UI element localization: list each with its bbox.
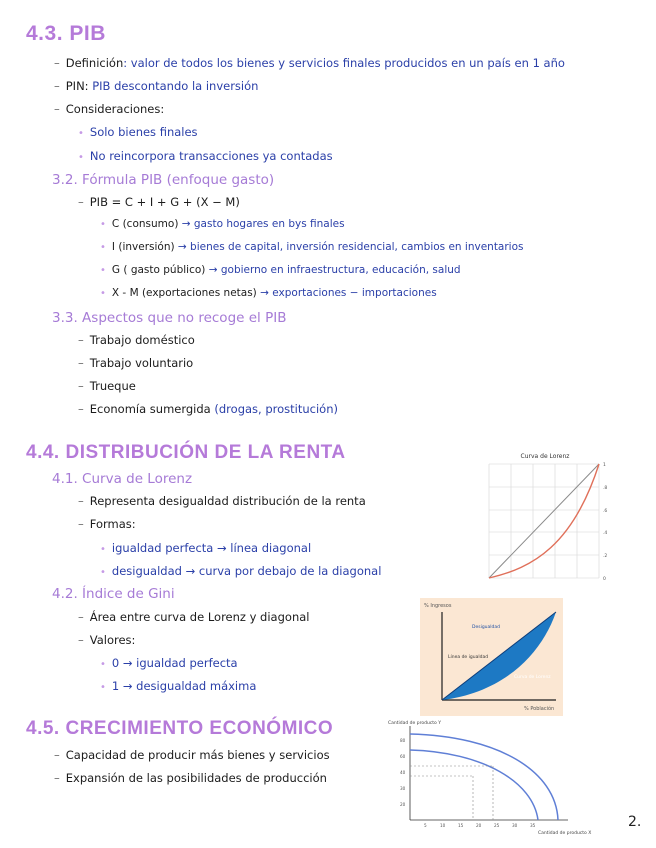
gini-label-curva: Curva de Lorenz bbox=[514, 675, 551, 680]
ppf-y-label: Cantidad de producto Y bbox=[388, 721, 441, 726]
svg-text:.8: .8 bbox=[603, 486, 608, 491]
lorenz-form: • igualdad perfecta → línea diagonal bbox=[100, 541, 312, 555]
section-title-growth: 4.5. CRECIMIENTO ECONÓMICO bbox=[26, 718, 334, 739]
svg-text:0: 0 bbox=[603, 577, 606, 582]
svg-text:30: 30 bbox=[400, 786, 406, 791]
svg-text:.4: .4 bbox=[603, 531, 608, 536]
formula-line: – PIB = C + I + G + (X − M) bbox=[78, 195, 240, 209]
svg-text:40: 40 bbox=[400, 770, 406, 775]
formula-item: • X - M (exportaciones netas) → exportaciones − importaciones bbox=[100, 287, 437, 299]
formula-item: • C (consumo) → gasto hogares en bys finales bbox=[100, 218, 345, 230]
svg-text:1: 1 bbox=[603, 463, 606, 468]
gini-label-linea: Línea de igualdad bbox=[448, 655, 489, 660]
lorenz-figure bbox=[483, 450, 615, 584]
svg-text:60: 60 bbox=[400, 754, 406, 759]
pin-text: PIB descontando la inversión bbox=[88, 79, 259, 93]
svg-text:35: 35 bbox=[530, 823, 536, 828]
consideration-item: • No reincorpora transacciones ya contadas bbox=[78, 149, 333, 163]
lorenz-item: – Formas: bbox=[78, 517, 136, 531]
lorenz-item: – Representa desigualdad distribución de la renta bbox=[78, 494, 366, 508]
definition-label: Definición bbox=[65, 56, 124, 70]
page-number: 2. bbox=[628, 814, 642, 830]
svg-text:.6: .6 bbox=[603, 509, 608, 514]
gini-figure bbox=[420, 598, 563, 716]
ppf-outer-curve bbox=[410, 734, 558, 820]
svg-text:80: 80 bbox=[400, 738, 406, 743]
svg-text:30: 30 bbox=[512, 823, 518, 828]
section-title-distribution: 4.4. DISTRIBUCIÓN DE LA RENTA bbox=[26, 442, 346, 463]
svg-text:20: 20 bbox=[476, 823, 482, 828]
consideration-item: • Solo bienes finales bbox=[78, 125, 198, 139]
gini-value: • 1 → desigualdad máxima bbox=[100, 679, 257, 693]
subsection-title-aspects: 3.3. Aspectos que no recoge el PIB bbox=[52, 310, 287, 326]
ppf-guides bbox=[410, 766, 493, 820]
gini-value: • 0 → igualdad perfecta bbox=[100, 656, 238, 670]
gini-item: – Área entre curva de Lorenz y diagonal bbox=[78, 610, 310, 624]
svg-text:25: 25 bbox=[494, 823, 500, 828]
lorenz-form: • desigualdad → curva por debajo de la diagonal bbox=[100, 564, 382, 578]
lorenz-ticks bbox=[603, 462, 607, 582]
svg-text:10: 10 bbox=[440, 823, 446, 828]
aspect-item: – Trabajo doméstico bbox=[78, 333, 195, 347]
definition-text: : valor de todos los bienes y servicios finales producidos en un país en 1 año bbox=[123, 56, 565, 70]
ppf-x-ticks bbox=[424, 823, 536, 828]
pin-line: – PIN: PIB descontando la inversión bbox=[54, 79, 259, 93]
subsection-title-gini: 4.2. Índice de Gini bbox=[52, 586, 175, 602]
svg-text:.2: .2 bbox=[603, 554, 608, 559]
ppf-x-label: Cantidad de producto X bbox=[538, 831, 592, 836]
aspect-item: – Economía sumergida (drogas, prostitución) bbox=[78, 402, 338, 416]
subsection-title-formula: 3.2. Fórmula PIB (enfoque gasto) bbox=[52, 172, 275, 188]
svg-text:15: 15 bbox=[458, 823, 464, 828]
gini-x-label: % Población bbox=[524, 706, 555, 712]
ppf-y-ticks bbox=[400, 738, 406, 807]
section-title-pib: 4.3. PIB bbox=[26, 22, 106, 45]
svg-text:20: 20 bbox=[400, 802, 406, 807]
subsection-title-lorenz: 4.1. Curva de Lorenz bbox=[52, 471, 193, 487]
aspect-item: – Trabajo voluntario bbox=[78, 356, 194, 370]
formula-item: • I (inversión) → bienes de capital, inversión residencial, cambios en inventarios bbox=[100, 241, 524, 253]
growth-item: – Expansión de las posibilidades de producción bbox=[54, 771, 327, 785]
lorenz-diagonal bbox=[489, 464, 599, 578]
formula-item: • G ( gasto público) → gobierno en infraestructura, educación, salud bbox=[100, 264, 461, 276]
gini-label-desigualdad: Desigualdad bbox=[472, 625, 501, 630]
svg-text:5: 5 bbox=[424, 823, 427, 828]
formula: PIB = C + I + G + (X − M) bbox=[89, 195, 240, 209]
considerations-label: – Consideraciones: bbox=[54, 102, 165, 116]
lorenz-figure-title: Curva de Lorenz bbox=[520, 453, 570, 460]
ppf-figure bbox=[388, 716, 592, 840]
gini-item: – Valores: bbox=[78, 633, 136, 647]
definition-line: – Definición: valor de todos los bienes y servicios finales producidos en un país en 1 año bbox=[54, 56, 565, 70]
growth-item: – Capacidad de producir más bienes y servicios bbox=[54, 748, 330, 762]
pin-label: PIN: bbox=[65, 79, 89, 93]
gini-y-label: % Ingresos bbox=[424, 603, 452, 609]
aspect-item: – Trueque bbox=[78, 379, 136, 393]
